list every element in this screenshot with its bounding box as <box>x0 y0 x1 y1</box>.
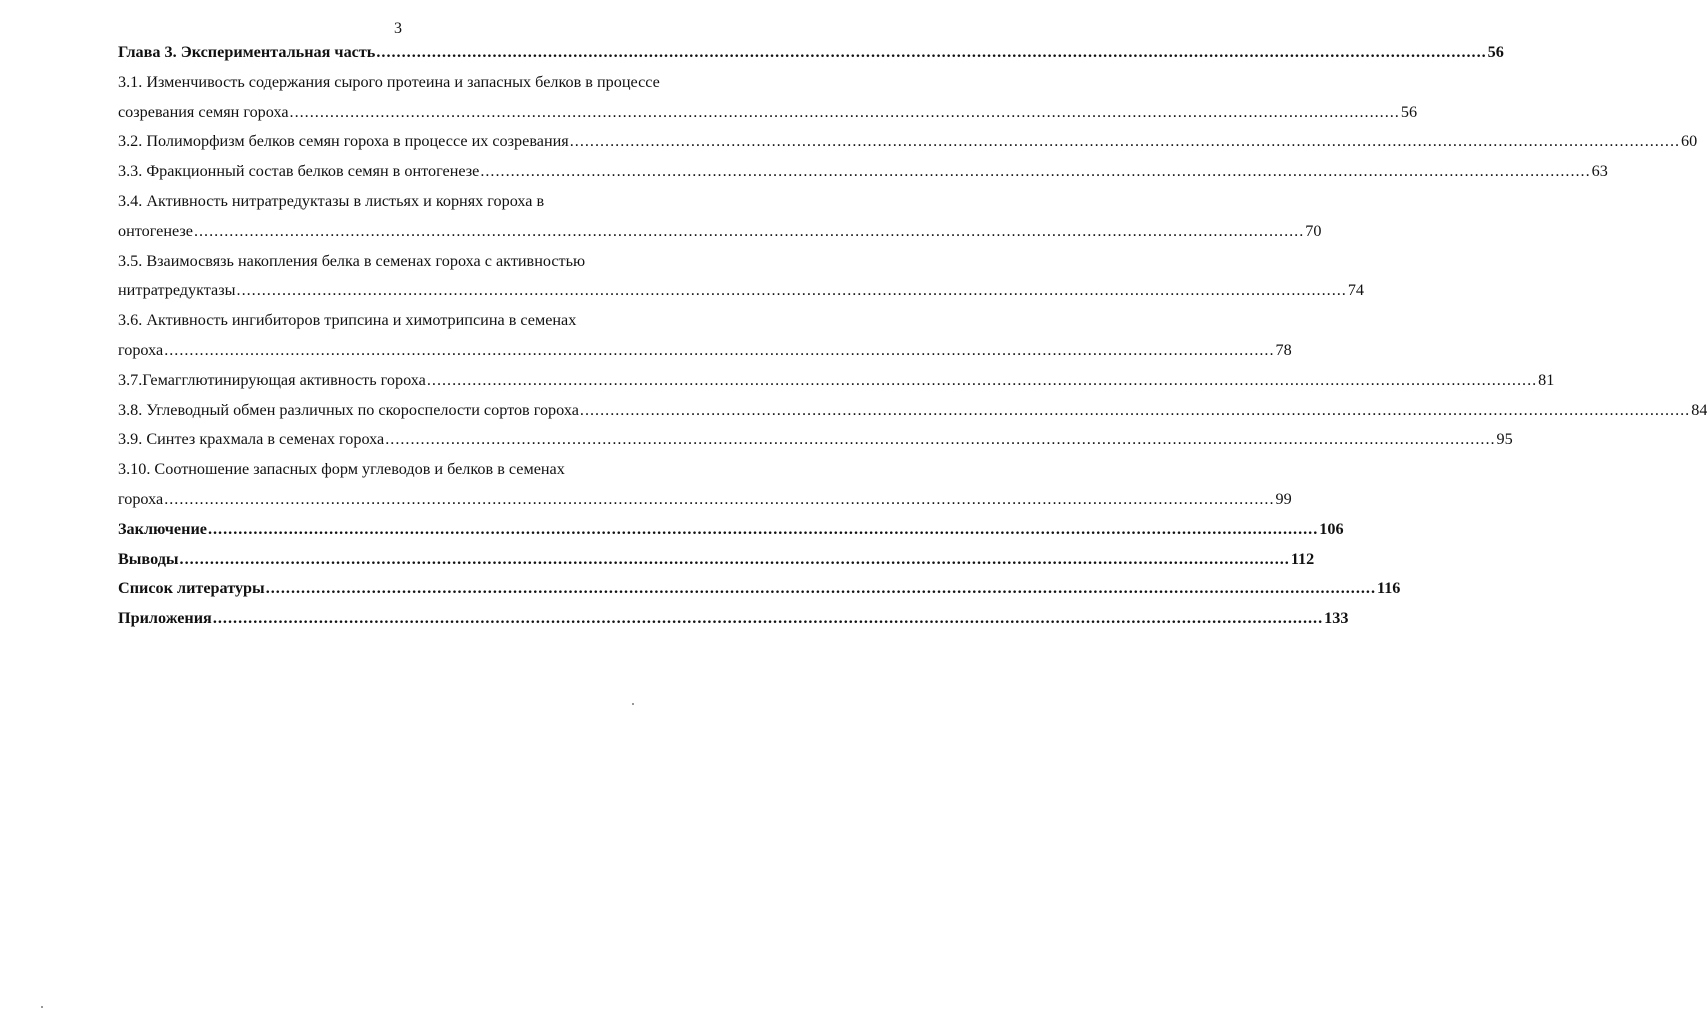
toc-entry-line <box>118 98 1418 128</box>
toc-page-number: 95 <box>1496 430 1513 449</box>
toc-entry-title: нитратредуктазы <box>118 281 236 300</box>
dot-leader: ............................................................................................................................................................................................................................ <box>376 43 1487 61</box>
dot-leader: ............................................................................................................................................................................................................................ <box>426 370 1538 389</box>
dot-leader: ............................................................................................................................................................................................................................ <box>164 489 1275 508</box>
dot-leader: ............................................................................................................................................................................................................................ <box>265 579 1377 598</box>
toc-page-number: 106 <box>1319 519 1344 538</box>
dot-leader: ............................................................................................................................................................................................................................ <box>385 430 1496 449</box>
toc-entry-line <box>118 276 1365 306</box>
toc-entry-title: Приложения <box>118 609 212 628</box>
toc-entry <box>118 515 1344 545</box>
toc-entry-title: созревания семян гороха <box>118 102 289 121</box>
toc-entry-title: гороха <box>118 340 164 359</box>
toc-entry-title: 3.9. Синтез крахмала в семенах гороха <box>118 430 385 449</box>
toc-entry-title: 3.10. Соотношение запасных форм углеводов и белков в семенах <box>118 460 565 479</box>
dot-leader: ............................................................................................................................................................................................................................ <box>480 162 1591 181</box>
toc-entry-line <box>118 604 1349 634</box>
toc-entry <box>118 68 1418 128</box>
toc-entry-line <box>118 455 732 485</box>
dot-leader: ............................................................................................................................................................................................................................ <box>289 102 1400 121</box>
scan-speck <box>632 703 634 705</box>
toc-entry-title: Заключение <box>118 519 207 538</box>
toc-entry-title: Выводы <box>118 549 179 568</box>
toc-entry <box>118 366 1555 396</box>
dot-leader: ............................................................................................................................................................................................................................ <box>236 281 1347 300</box>
toc-entry <box>118 545 1315 575</box>
toc-entry-line <box>118 574 1401 604</box>
toc-entry-title: 3.8. Углеводный обмен различных по скороспелости сортов гороха <box>118 400 579 419</box>
toc-page-number: 133 <box>1324 609 1349 628</box>
toc-entry-line <box>118 336 1292 366</box>
toc-page-number: 70 <box>1305 221 1322 240</box>
toc-entry <box>118 157 1608 187</box>
toc-entry-title: гороха <box>118 489 164 508</box>
toc-entry-line <box>118 545 1315 575</box>
toc-entry-line <box>118 366 1555 396</box>
dot-leader: ............................................................................................................................................................................................................................ <box>212 609 1324 628</box>
dot-leader: ............................................................................................................................................................................................................................ <box>207 519 1319 538</box>
toc-entry-line <box>118 485 1292 515</box>
toc-entry <box>118 396 1707 426</box>
toc-entry-line <box>118 425 1513 455</box>
toc-entry <box>118 455 1292 515</box>
toc-page-number: 84 <box>1691 400 1707 419</box>
toc-entry-line <box>118 68 732 98</box>
toc-entry <box>118 187 1322 247</box>
toc-page-number: 56 <box>1400 102 1418 121</box>
toc-entry-line <box>118 187 732 217</box>
toc-entry-title: Список литературы <box>118 579 265 598</box>
dot-leader: ............................................................................................................................................................................................................................ <box>193 221 1305 240</box>
toc-entry <box>118 247 1365 307</box>
dot-leader: ............................................................................................................................................................................................................................ <box>164 340 1275 359</box>
toc-entry-title: онтогенезе <box>118 221 193 240</box>
toc-entry-title: 3.3. Фракционный состав белков семян в онтогенезе <box>118 162 480 181</box>
toc-entry-line <box>118 157 1608 187</box>
toc-entry-line <box>118 396 1707 426</box>
toc-entry <box>118 38 1504 68</box>
toc-page-number: 112 <box>1290 549 1315 568</box>
dot-leader: ............................................................................................................................................................................................................................ <box>569 132 1681 151</box>
toc-page-number: 56 <box>1487 43 1504 61</box>
toc-entry-line <box>118 515 1344 545</box>
toc-entry-title: 3.2. Полиморфизм белков семян гороха в процессе их созревания <box>118 132 569 151</box>
toc-page-number: 78 <box>1275 340 1292 359</box>
table-of-contents <box>118 38 1707 634</box>
toc-page-number: 99 <box>1275 489 1292 508</box>
dot-leader: ............................................................................................................................................................................................................................ <box>179 549 1290 568</box>
toc-entry-line <box>118 247 732 277</box>
toc-entry-title: 3.6. Активность ингибиторов трипсина и химотрипсина в семенах <box>118 311 577 330</box>
toc-entry <box>118 127 1698 157</box>
toc-entry <box>118 306 1292 366</box>
toc-entry <box>118 604 1349 634</box>
toc-entry-line <box>118 306 732 336</box>
toc-page-number: 116 <box>1377 579 1401 598</box>
toc-entry-title: 3.5. Взаимосвязь накопления белка в семенах гороха с активностью <box>118 251 586 270</box>
toc-page-number: 63 <box>1591 162 1608 181</box>
toc-entry-title: 3.4. Активность нитратредуктазы в листьях и корнях гороха в <box>118 191 545 210</box>
toc-entry-title: 3.7.Гемагглютинирующая активность гороха <box>118 370 426 389</box>
toc-page-number: 74 <box>1347 281 1365 300</box>
toc-entry-title: 3.1. Изменчивость содержания сырого протеина и запасных белков в процессе <box>118 72 660 91</box>
toc-page-number: 60 <box>1681 132 1698 151</box>
toc-entry <box>118 574 1401 604</box>
page-number: 3 <box>394 20 402 37</box>
toc-entry-line <box>118 217 1322 247</box>
toc-page-number: 81 <box>1538 370 1555 389</box>
toc-entry-line <box>118 127 1698 157</box>
scan-speck <box>41 1006 43 1008</box>
toc-entry-title: Глава 3. Экспериментальная часть <box>118 43 376 61</box>
dot-leader: ............................................................................................................................................................................................................................ <box>579 400 1691 419</box>
toc-entry <box>118 425 1513 455</box>
toc-entry-line <box>118 38 1504 68</box>
